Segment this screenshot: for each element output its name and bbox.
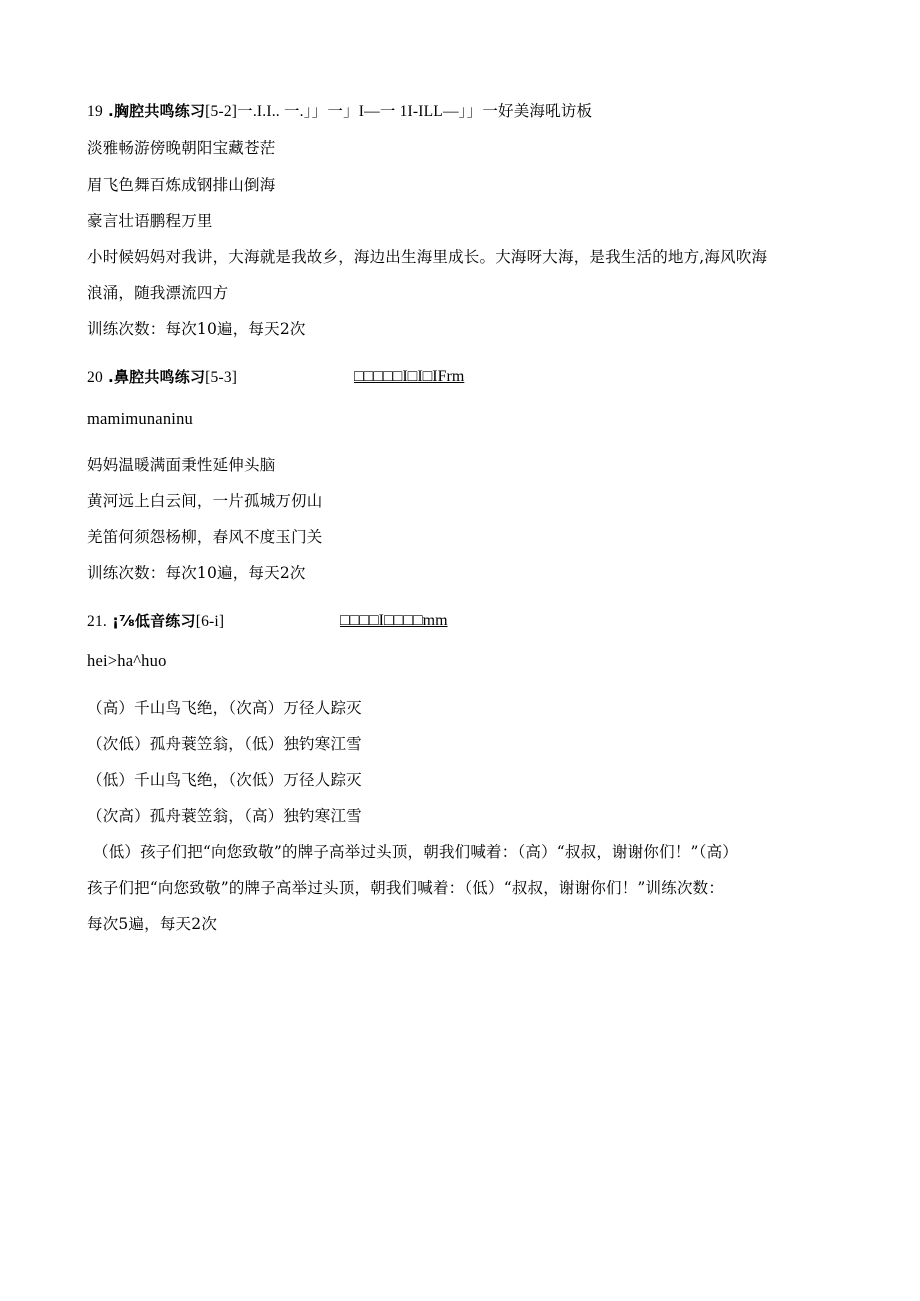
text-line: （低）孩子们把“向您致敬”的牌子高举过头顶，朝我们喊着：（高）“叔叔，谢谢你们！”（高） (93, 843, 738, 861)
text-line: （低）千山鸟飞绝，（次低）万径人踪灭 (87, 771, 362, 789)
text-line: 孩子们把“向您致敬”的牌子高举过头顶，朝我们喊着：（低）“叔叔，谢谢你们！”训练次数： (87, 879, 725, 897)
section-title: .胸腔共鸣练习 (108, 102, 206, 120)
training-count: 训练次数：每次10遍，每天2次 (87, 320, 306, 338)
section-heading-tail: [5-2]一.I.I.. 一.」」一」I—一 1I-ILL—」」一好美海吼访板 (205, 103, 593, 120)
text-line: （次低）孤舟蓑笠翁，（低）独钓寒江雪 (87, 735, 362, 753)
text-line: 豪言壮语鹏程万里 (87, 212, 213, 230)
section-19-heading (87, 101, 592, 122)
text-line: 羌笛何须怨杨柳，春风不度玉门关 (87, 528, 323, 546)
section-21-heading (87, 611, 224, 632)
section-20-heading (87, 367, 237, 388)
text-line: 黄河远上白云间，一片孤城万仞山 (87, 492, 323, 510)
text-line: 妈妈温暖满面秉性延伸头脑 (87, 456, 276, 474)
section-title: .鼻腔共鸣练习 (108, 368, 206, 386)
training-count: 每次5遍，每天2次 (87, 915, 218, 933)
section-heading-tail: [6-i] (195, 613, 225, 630)
text-line: 浪涌，随我漂流四方 (87, 284, 229, 302)
section-heading-tail: [5-3] (205, 369, 238, 386)
section-number: 20 (87, 369, 103, 386)
text-line: 淡雅畅游傍晚朝阳宝藏苍茫 (87, 139, 276, 157)
text-line: 小时候妈妈对我讲，大海就是我故乡，海边出生海里成长。大海呀大海，是我生活的地方,海风吹海 (87, 248, 768, 266)
text-line: （次高）孤舟蓑笠翁，（高）独钓寒江雪 (87, 807, 362, 825)
music-notation: □□□□I□□□□mm (340, 612, 448, 629)
section-number: 21. (87, 613, 107, 630)
section-number: 19 (87, 103, 103, 120)
section-title: ¡⅞低音练习 (112, 612, 196, 630)
practice-syllables: mamimunaninu (87, 409, 193, 428)
text-line: （高）千山鸟飞绝，（次高）万径人踪灭 (87, 699, 362, 717)
practice-syllables: hei>ha^huo (87, 651, 167, 670)
training-count: 训练次数：每次10遍，每天2次 (87, 564, 306, 582)
music-notation: □□□□□I□I□IFrm (354, 368, 465, 385)
text-line: 眉飞色舞百炼成钢排山倒海 (87, 176, 276, 194)
